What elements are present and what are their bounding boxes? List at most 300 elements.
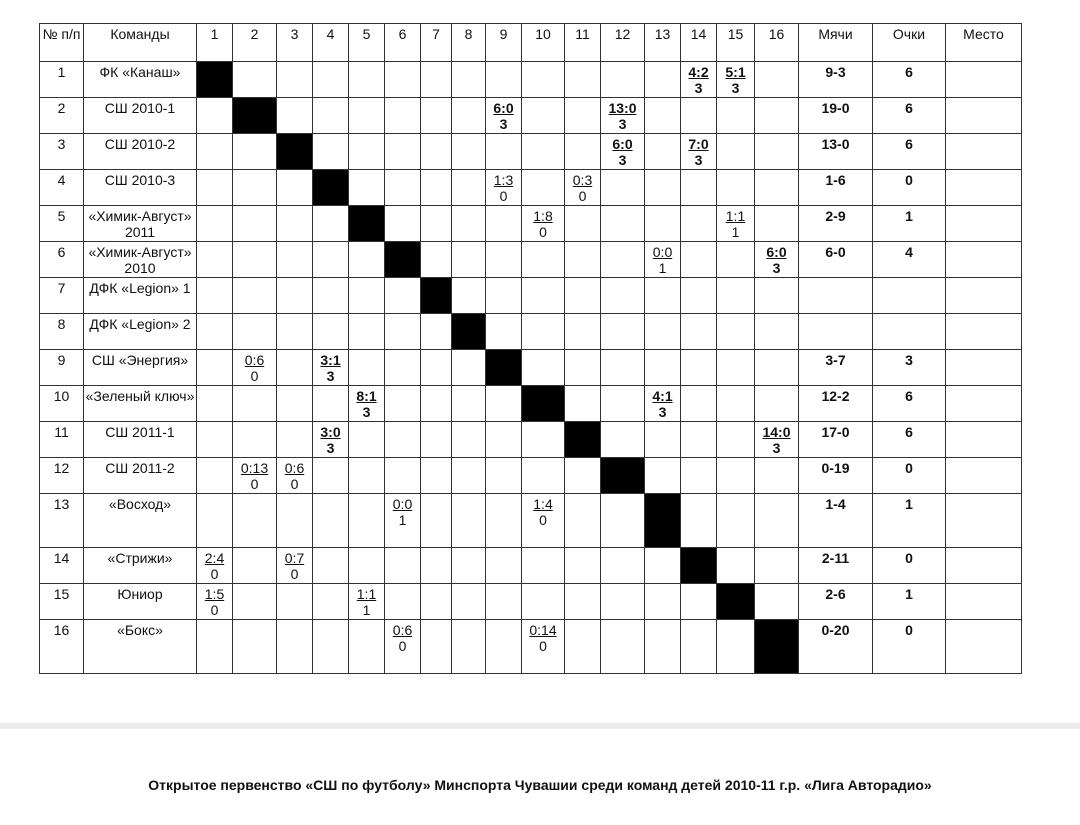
row-number: 1 (40, 62, 84, 98)
result-cell (385, 278, 421, 314)
result-cell (755, 98, 799, 134)
points-total (873, 314, 946, 350)
result-cell (681, 242, 717, 278)
result-cell (522, 170, 565, 206)
place-cell (946, 98, 1022, 134)
result-cell (233, 170, 277, 206)
match-score: 0:6 (244, 352, 265, 368)
place-cell (946, 584, 1022, 620)
points-total (873, 278, 946, 314)
result-cell (522, 242, 565, 278)
result-cell (645, 584, 681, 620)
result-cell (421, 170, 452, 206)
result-cell (385, 458, 421, 494)
diagonal-cell (421, 278, 452, 314)
result-cell (681, 422, 717, 458)
result-cell (421, 620, 452, 674)
result-cell (233, 584, 277, 620)
result-cell (313, 206, 349, 242)
row-number: 7 (40, 278, 84, 314)
result-cell (755, 494, 799, 548)
header-col-8: 8 (452, 24, 486, 62)
match-score: 7:0 (688, 136, 709, 152)
match-points: 0 (290, 566, 299, 582)
result-cell (233, 278, 277, 314)
result-cell (313, 62, 349, 98)
header-teams: Команды (84, 24, 197, 62)
result-cell (421, 314, 452, 350)
result-cell (452, 206, 486, 242)
result-cell (197, 242, 233, 278)
result-cell (755, 548, 799, 584)
result-cell (681, 206, 717, 242)
result-cell (486, 386, 522, 422)
result-cell (385, 170, 421, 206)
result-cell (385, 98, 421, 134)
result-cell (681, 458, 717, 494)
result-cell (421, 134, 452, 170)
match-result (522, 494, 565, 548)
row-number: 10 (40, 386, 84, 422)
header-col-2: 2 (233, 24, 277, 62)
match-points: 3 (326, 368, 335, 384)
result-cell (681, 98, 717, 134)
diagonal-cell (645, 494, 681, 548)
result-cell (313, 458, 349, 494)
team-name: СШ 2011-2 (84, 458, 197, 494)
match-points: 0 (250, 476, 259, 492)
result-cell (313, 98, 349, 134)
result-cell (197, 458, 233, 494)
match-points: 0 (539, 638, 547, 654)
result-cell (565, 386, 601, 422)
match-result (645, 242, 681, 278)
result-cell (645, 62, 681, 98)
table-row (40, 494, 1022, 548)
result-cell (755, 350, 799, 386)
result-cell (486, 314, 522, 350)
result-cell (349, 278, 385, 314)
match-points: 0 (578, 188, 587, 204)
result-cell (755, 584, 799, 620)
match-score: 0:13 (240, 460, 269, 476)
match-points: 0 (210, 566, 219, 582)
result-cell (313, 134, 349, 170)
result-cell (522, 62, 565, 98)
result-cell (601, 584, 645, 620)
match-points: 3 (694, 80, 703, 96)
header-col-15: 15 (717, 24, 755, 62)
diagonal-cell (197, 62, 233, 98)
result-cell (522, 548, 565, 584)
result-cell (522, 314, 565, 350)
match-score: 0:0 (392, 496, 413, 512)
result-cell (565, 494, 601, 548)
result-cell (717, 620, 755, 674)
result-cell (601, 386, 645, 422)
match-result (755, 242, 799, 278)
points-total: 0 (873, 548, 946, 584)
match-points: 3 (618, 116, 627, 132)
result-cell (313, 386, 349, 422)
diagonal-cell (349, 206, 385, 242)
diagonal-cell (313, 170, 349, 206)
header-col-10: 10 (522, 24, 565, 62)
result-cell (277, 350, 313, 386)
match-result (197, 548, 233, 584)
result-cell (277, 314, 313, 350)
match-points: 0 (539, 224, 547, 240)
result-cell (522, 350, 565, 386)
header-col-5: 5 (349, 24, 385, 62)
table-row (40, 458, 1022, 494)
match-points: 0 (290, 476, 299, 492)
place-cell (946, 134, 1022, 170)
match-result (601, 98, 645, 134)
goals-total: 0-20 (799, 620, 873, 674)
result-cell (755, 458, 799, 494)
result-cell (452, 98, 486, 134)
row-number: 9 (40, 350, 84, 386)
diagonal-cell (522, 386, 565, 422)
result-cell (717, 242, 755, 278)
match-score: 3:1 (320, 352, 341, 368)
result-cell (717, 350, 755, 386)
row-number: 14 (40, 548, 84, 584)
result-cell (717, 386, 755, 422)
team-name: Юниор (84, 584, 197, 620)
result-cell (233, 422, 277, 458)
result-cell (681, 386, 717, 422)
result-cell (197, 206, 233, 242)
header-row (40, 24, 1022, 62)
result-cell (717, 494, 755, 548)
table-row (40, 422, 1022, 458)
result-cell (522, 98, 565, 134)
team-name: СШ 2010-1 (84, 98, 197, 134)
result-cell (385, 134, 421, 170)
result-cell (197, 278, 233, 314)
result-cell (565, 350, 601, 386)
result-cell (486, 134, 522, 170)
result-cell (681, 584, 717, 620)
result-cell (452, 386, 486, 422)
match-score: 0:14 (529, 622, 557, 638)
team-name: «Химик-Август» 2011 (84, 206, 197, 242)
header-col-9: 9 (486, 24, 522, 62)
goals-total: 0-19 (799, 458, 873, 494)
row-number: 6 (40, 242, 84, 278)
result-cell (421, 422, 452, 458)
result-cell (233, 494, 277, 548)
result-cell (486, 548, 522, 584)
match-score: 1:3 (493, 172, 514, 188)
row-number: 5 (40, 206, 84, 242)
row-number: 16 (40, 620, 84, 674)
result-cell (681, 350, 717, 386)
match-result (277, 548, 313, 584)
result-cell (565, 134, 601, 170)
result-cell (645, 458, 681, 494)
match-score: 6:0 (612, 136, 633, 152)
result-cell (313, 314, 349, 350)
table-row (40, 62, 1022, 98)
place-cell (946, 62, 1022, 98)
team-name: СШ 2010-2 (84, 134, 197, 170)
result-cell (601, 620, 645, 674)
header-col-16: 16 (755, 24, 799, 62)
match-result (565, 170, 601, 206)
goals-total: 2-6 (799, 584, 873, 620)
team-name: «Стрижи» (84, 548, 197, 584)
goals-total (799, 278, 873, 314)
result-cell (755, 134, 799, 170)
match-points: 3 (772, 260, 781, 276)
goals-total: 19-0 (799, 98, 873, 134)
result-cell (717, 98, 755, 134)
diagonal-cell (755, 620, 799, 674)
place-cell (946, 386, 1022, 422)
result-cell (681, 170, 717, 206)
match-result (601, 134, 645, 170)
match-points: 1 (731, 224, 740, 240)
result-cell (717, 278, 755, 314)
goals-total: 12-2 (799, 386, 873, 422)
result-cell (313, 548, 349, 584)
header-points: Очки (873, 24, 946, 62)
table-row (40, 134, 1022, 170)
diagonal-cell (601, 458, 645, 494)
match-result (645, 386, 681, 422)
row-number: 11 (40, 422, 84, 458)
result-cell (565, 98, 601, 134)
header-place: Место (946, 24, 1022, 62)
row-number: 8 (40, 314, 84, 350)
result-cell (717, 458, 755, 494)
result-cell (313, 494, 349, 548)
points-total: 0 (873, 170, 946, 206)
table-row (40, 242, 1022, 278)
row-number: 15 (40, 584, 84, 620)
match-points: 0 (398, 638, 407, 654)
team-name: «Химик-Август» 2010 (84, 242, 197, 278)
diagonal-cell (233, 98, 277, 134)
result-cell (755, 62, 799, 98)
match-score: 1:5 (204, 586, 225, 602)
goals-total: 2-11 (799, 548, 873, 584)
result-cell (349, 458, 385, 494)
table-row (40, 314, 1022, 350)
match-points: 1 (658, 260, 667, 276)
result-cell (565, 242, 601, 278)
match-score: 8:1 (356, 388, 377, 404)
match-result (681, 134, 717, 170)
place-cell (946, 242, 1022, 278)
header-col-4: 4 (313, 24, 349, 62)
result-cell (486, 458, 522, 494)
result-cell (717, 314, 755, 350)
table-row (40, 584, 1022, 620)
match-score: 13:0 (608, 100, 637, 116)
result-cell (421, 584, 452, 620)
result-cell (522, 422, 565, 458)
result-cell (233, 314, 277, 350)
row-number: 2 (40, 98, 84, 134)
result-cell (565, 62, 601, 98)
result-cell (717, 422, 755, 458)
result-cell (421, 494, 452, 548)
result-cell (421, 206, 452, 242)
result-cell (349, 494, 385, 548)
result-cell (565, 314, 601, 350)
table-row (40, 620, 1022, 674)
result-cell (452, 584, 486, 620)
team-name: СШ 2010-3 (84, 170, 197, 206)
match-result (717, 62, 755, 98)
result-cell (565, 548, 601, 584)
header-col-1: 1 (197, 24, 233, 62)
match-result (197, 584, 233, 620)
match-points: 3 (499, 116, 508, 132)
points-total: 1 (873, 584, 946, 620)
result-cell (385, 350, 421, 386)
place-cell (946, 620, 1022, 674)
result-cell (601, 314, 645, 350)
match-score: 1:8 (533, 208, 553, 224)
result-cell (645, 206, 681, 242)
result-cell (197, 350, 233, 386)
goals-total: 13-0 (799, 134, 873, 170)
match-points: 3 (326, 440, 335, 456)
result-cell (421, 548, 452, 584)
goals-total: 17-0 (799, 422, 873, 458)
result-cell (233, 242, 277, 278)
result-cell (385, 206, 421, 242)
header-goals: Мячи (799, 24, 873, 62)
result-cell (452, 458, 486, 494)
match-points: 0 (250, 368, 259, 384)
goals-total (799, 314, 873, 350)
match-result (313, 350, 349, 386)
points-total: 1 (873, 494, 946, 548)
result-cell (645, 134, 681, 170)
result-cell (233, 62, 277, 98)
result-cell (486, 278, 522, 314)
match-points: 0 (499, 188, 508, 204)
place-cell (946, 206, 1022, 242)
result-cell (717, 134, 755, 170)
match-result (233, 350, 277, 386)
place-cell (946, 458, 1022, 494)
result-cell (233, 548, 277, 584)
match-points: 1 (362, 602, 371, 618)
result-cell (197, 134, 233, 170)
match-result (277, 458, 313, 494)
team-name: СШ 2011-1 (84, 422, 197, 458)
result-cell (645, 548, 681, 584)
result-cell (486, 206, 522, 242)
result-cell (565, 206, 601, 242)
result-cell (717, 548, 755, 584)
result-cell (349, 620, 385, 674)
table-row (40, 386, 1022, 422)
result-cell (385, 386, 421, 422)
result-cell (349, 422, 385, 458)
result-cell (486, 584, 522, 620)
result-cell (277, 386, 313, 422)
place-cell (946, 314, 1022, 350)
goals-total: 3-7 (799, 350, 873, 386)
match-points: 3 (362, 404, 371, 420)
result-cell (681, 278, 717, 314)
row-number: 3 (40, 134, 84, 170)
result-cell (385, 422, 421, 458)
match-points: 3 (772, 440, 781, 456)
diagonal-cell (681, 548, 717, 584)
result-cell (522, 458, 565, 494)
match-result (486, 170, 522, 206)
result-cell (197, 98, 233, 134)
result-cell (486, 620, 522, 674)
result-cell (277, 620, 313, 674)
result-cell (313, 242, 349, 278)
header-col-6: 6 (385, 24, 421, 62)
match-score: 5:1 (725, 64, 746, 80)
result-cell (197, 314, 233, 350)
result-cell (522, 134, 565, 170)
diagonal-cell (452, 314, 486, 350)
result-cell (313, 620, 349, 674)
match-result (385, 494, 421, 548)
diagonal-cell (717, 584, 755, 620)
diagonal-cell (385, 242, 421, 278)
result-cell (522, 584, 565, 620)
match-score: 6:0 (493, 100, 514, 116)
points-total: 3 (873, 350, 946, 386)
result-cell (565, 620, 601, 674)
team-name: «Зеленый ключ» (84, 386, 197, 422)
match-points: 3 (731, 80, 740, 96)
result-cell (452, 422, 486, 458)
result-cell (349, 548, 385, 584)
result-cell (233, 134, 277, 170)
result-cell (486, 422, 522, 458)
points-total: 6 (873, 134, 946, 170)
goals-total: 6-0 (799, 242, 873, 278)
header-col-14: 14 (681, 24, 717, 62)
place-cell (946, 170, 1022, 206)
points-total: 4 (873, 242, 946, 278)
result-cell (681, 620, 717, 674)
result-cell (452, 350, 486, 386)
match-result (349, 386, 385, 422)
match-score: 0:3 (572, 172, 593, 188)
result-cell (601, 278, 645, 314)
match-score: 2:4 (204, 550, 225, 566)
match-score: 1:1 (356, 586, 377, 602)
points-total: 6 (873, 386, 946, 422)
result-cell (452, 548, 486, 584)
result-cell (349, 134, 385, 170)
result-cell (452, 242, 486, 278)
match-score: 0:7 (284, 550, 305, 566)
team-name: «Восход» (84, 494, 197, 548)
result-cell (452, 62, 486, 98)
diagonal-cell (486, 350, 522, 386)
result-cell (277, 62, 313, 98)
table-row (40, 98, 1022, 134)
result-cell (452, 620, 486, 674)
